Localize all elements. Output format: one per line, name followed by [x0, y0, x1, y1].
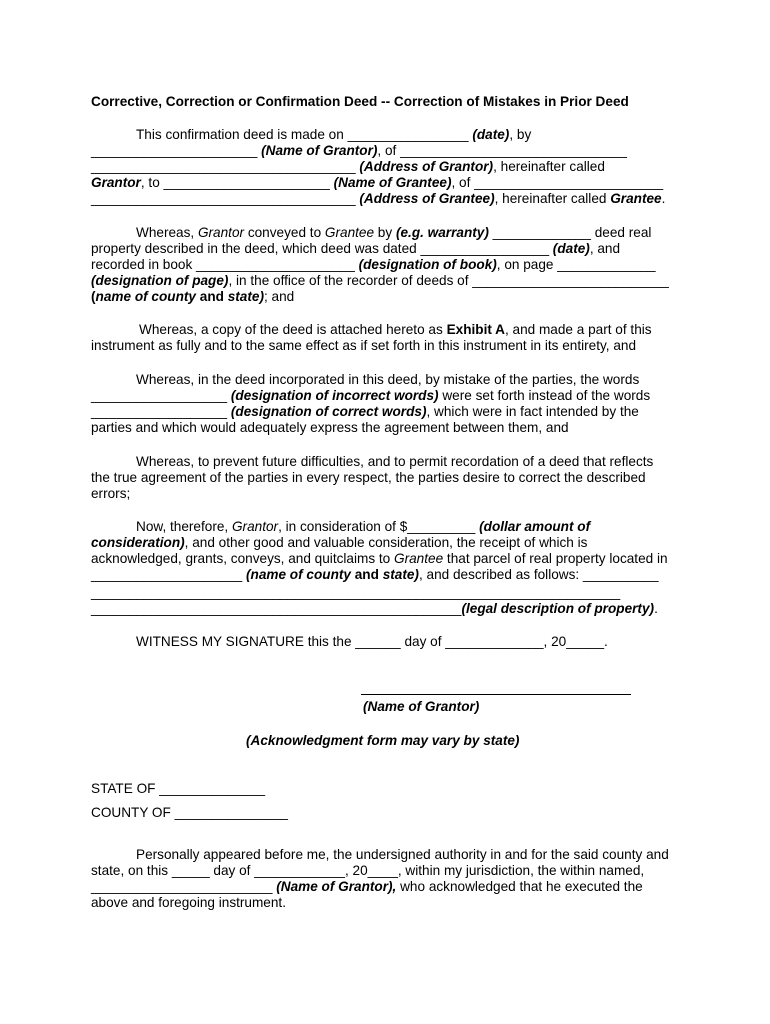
text: , hereinafter called [494, 191, 611, 206]
book-placeholder: (designation of book) [358, 257, 497, 272]
text: Whereas, to prevent future difficulties, and to permit recordation of a deed that reflects [136, 454, 654, 469]
text: were set forth instead of the words [438, 388, 651, 403]
text: Grantee [394, 551, 444, 566]
text: ; and [263, 289, 295, 304]
amount-placeholder: (dollar amount of [479, 519, 591, 534]
grantor-term: Grantor [91, 175, 141, 190]
text: , and [589, 241, 621, 256]
text: Whereas, a copy of the deed is attached hereto as [139, 322, 447, 337]
text: . [654, 601, 658, 616]
text: , and made a part of this [504, 322, 652, 337]
text: , and other good and valuable consideration, the receipt of which is [184, 535, 588, 550]
text: Whereas, [136, 225, 198, 240]
text: acknowledged, grants, conveys, and quitclaims to [91, 551, 395, 566]
grantee-term: Grantee [610, 191, 662, 206]
text: This confirmation deed is made on ________________ [136, 127, 473, 142]
legal-description-placeholder: (legal description of property) [461, 601, 655, 616]
signature-line [361, 694, 631, 695]
text: Grantor [197, 225, 245, 240]
text: , in consideration of $_________ [278, 519, 480, 534]
text: by [374, 225, 396, 240]
text: , and described as follows: __________ [418, 567, 659, 582]
text: ____________________ [91, 567, 246, 582]
text: __________________ [91, 404, 231, 419]
state-placeholder: state) [227, 289, 264, 304]
text: , to ______________________ [140, 175, 334, 190]
text: , of ______________________________ [377, 143, 627, 158]
text: Grantee [324, 225, 375, 240]
text: recorded in book _____________________ [91, 257, 359, 272]
text: , on page _____________ [496, 257, 656, 272]
text: ______________________ [91, 143, 262, 158]
text: _________________________________________________ [91, 601, 462, 616]
correct-words-placeholder: (designation of correct words) [230, 404, 427, 419]
text: and [195, 289, 228, 304]
text: ___________________________________ [91, 159, 360, 174]
county-of-line: COUNTY OF _______________ [91, 805, 288, 820]
text: errors; [91, 486, 131, 501]
text: the true agreement of the parties in every respect, the parties desire to correct the described [91, 470, 646, 485]
text: Personally appeared before me, the undersigned authority in and for the said county and [136, 847, 669, 862]
state-of-line: STATE OF ______________ [91, 781, 266, 796]
grantor-name-placeholder: (Name of Grantor), [276, 879, 397, 894]
text: ___________________________________ [91, 191, 360, 206]
text: above and foregoing instrument. [91, 895, 286, 910]
page-placeholder: (designation of page) [91, 273, 229, 288]
text: , of _________________________ [451, 175, 664, 190]
grantor-address-placeholder: (Address of Grantor) [359, 159, 494, 174]
text: ________________________ [91, 879, 277, 894]
grantee-address-placeholder: (Address of Grantee) [359, 191, 495, 206]
text: , hereinafter called [493, 159, 605, 174]
date-placeholder: (date) [472, 127, 510, 142]
witness-line: WITNESS MY SIGNATURE this the ______ day of _____________, 20_____. [136, 634, 608, 649]
text: that parcel of real property located in [443, 551, 668, 566]
date-placeholder: (date) [552, 241, 590, 256]
text: Whereas, in the deed incorporated in this deed, by mistake of the parties, the words [136, 372, 640, 387]
text: who acknowledged that he executed the [396, 879, 643, 894]
text: , which were in fact intended by the [426, 404, 639, 419]
text: . [661, 191, 666, 206]
state-placeholder: state) [382, 567, 419, 582]
text: state, on this _____ day of ____________, 20____, within my jurisdiction, the within named, [91, 863, 645, 878]
exhibit-label: Exhibit A [446, 322, 505, 337]
text: _____________ deed real [488, 225, 652, 240]
text: property described in the deed, which deed was dated _________________ [91, 241, 553, 256]
text: and [350, 567, 383, 582]
text: , in the office of the recorder of deeds of __________________________ [228, 273, 669, 288]
county-placeholder: name of county [95, 289, 196, 304]
grantor-signature-label: (Name of Grantor) [363, 699, 480, 714]
text: parties and which would adequately express the agreement between them, and [91, 420, 569, 435]
text: instrument as fully and to the same effect as if set forth in this instrument in its entirety, and [91, 338, 637, 353]
acknowledgment-note: (Acknowledgment form may vary by state) [246, 733, 520, 748]
text: , by [509, 127, 532, 142]
text: ( [91, 289, 96, 304]
document-title: Corrective, Correction or Confirmation Deed -- Correction of Mistakes in Prior Deed [91, 94, 629, 109]
county-placeholder: (name of county [245, 567, 351, 582]
blank-line: ______________________________________________________________________ [91, 585, 621, 600]
text: Grantor [231, 519, 279, 534]
text: Now, therefore, [136, 519, 232, 534]
grantee-name-placeholder: (Name of Grantee) [333, 175, 452, 190]
text: conveyed to [244, 225, 325, 240]
amount-placeholder: consideration) [91, 535, 185, 550]
deed-type-placeholder: (e.g. warranty) [395, 225, 489, 240]
incorrect-words-placeholder: (designation of incorrect words) [230, 388, 439, 403]
text: __________________ [91, 388, 231, 403]
grantor-name-placeholder: (Name of Grantor) [261, 143, 378, 158]
